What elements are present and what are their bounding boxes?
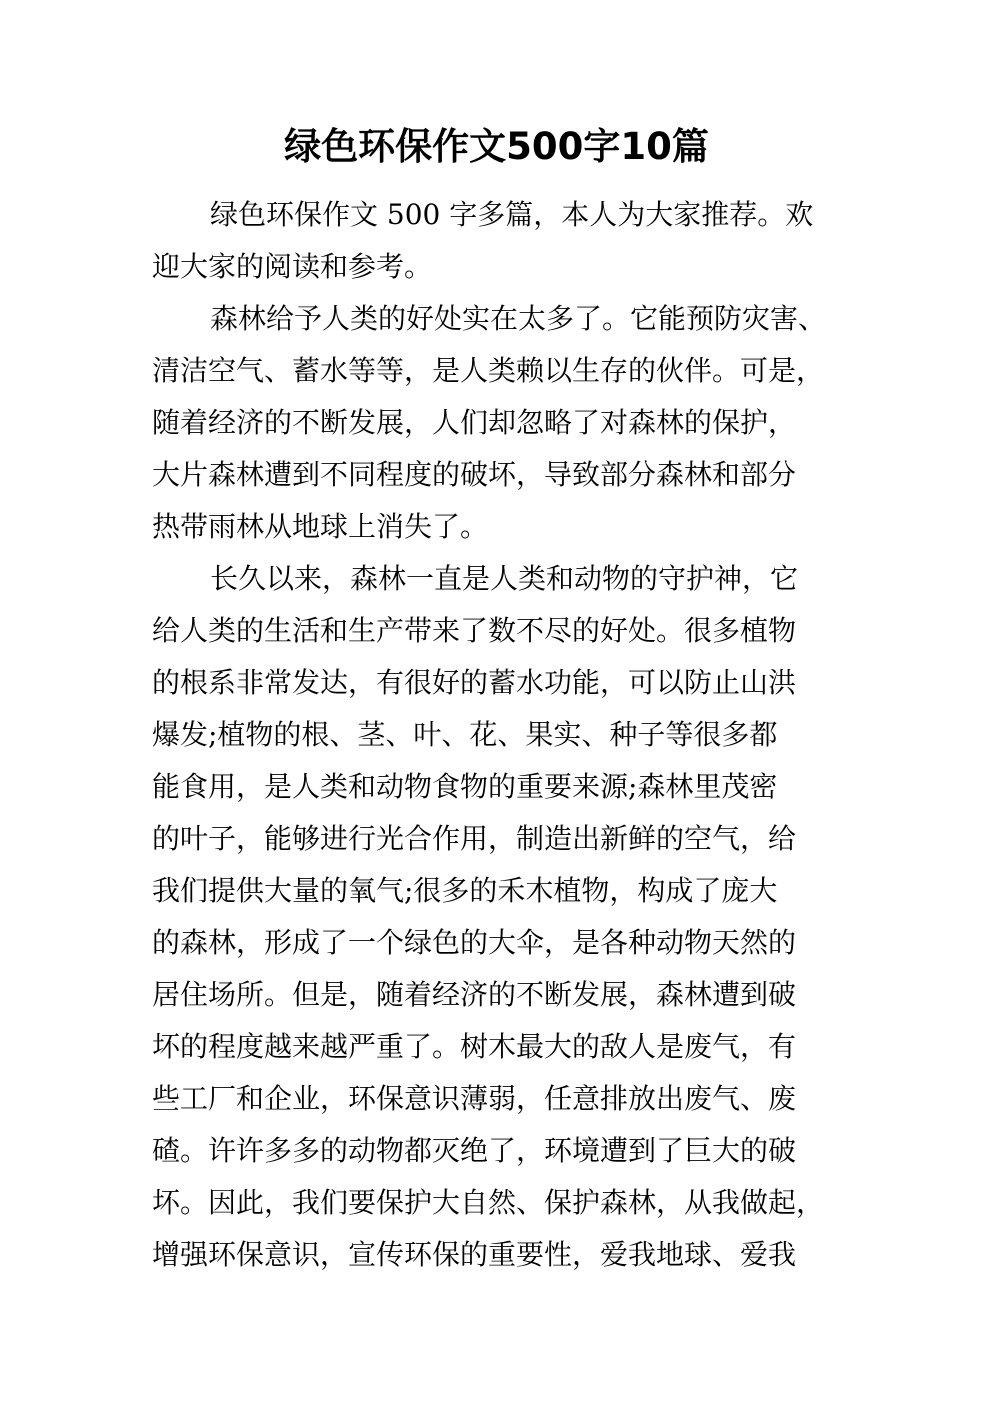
paragraph-forest-guardian-line-14: 增强环保意识，宣传环保的重要性，爱我地球、爱我	[152, 1238, 797, 1271]
paragraph-forest-guardian-line-11: 些工厂和企业，环保意识薄弱，任意排放出废气、废	[152, 1082, 797, 1115]
paragraph-forest-guardian-line-10: 坏的程度越来越严重了。树木最大的敌人是废气，有	[152, 1030, 797, 1063]
paragraph-forest-guardian-line-4: 爆发;植物的根、茎、叶、花、果实、种子等很多都	[152, 718, 778, 751]
paragraph-forest-benefits-line-3: 随着经济的不断发展，人们却忽略了对森林的保护，	[152, 406, 797, 439]
paragraph-forest-benefits-line-5: 热带雨林从地球上消失了。	[152, 510, 489, 543]
paragraph-forest-benefits-line-2: 清洁空气、蓄水等等，是人类赖以生存的伙伴。可是，	[152, 354, 825, 387]
paragraph-forest-guardian-line-2: 给人类的生活和生产带来了数不尽的好处。很多植物	[152, 614, 797, 647]
paragraph-forest-benefits-line-4: 大片森林遭到不同程度的破坏，导致部分森林和部分	[152, 458, 797, 491]
paragraph-forest-benefits-line-1: 森林给予人类的好处实在太多了。它能预防灾害、	[210, 302, 827, 335]
paragraph-forest-guardian-line-9: 居住场所。但是，随着经济的不断发展，森林遭到破	[152, 978, 797, 1011]
paragraph-forest-guardian-line-7: 我们提供大量的氧气;很多的禾木植物，构成了庞大	[152, 874, 778, 907]
paragraph-forest-guardian-line-6: 的叶子，能够进行光合作用，制造出新鲜的空气，给	[152, 822, 797, 855]
paragraph-forest-guardian-line-8: 的森林，形成了一个绿色的大伞，是各种动物天然的	[152, 926, 797, 959]
document-title: 绿色环保作文500字10篇	[284, 125, 709, 168]
paragraph-forest-guardian-line-5: 能食用，是人类和动物食物的重要来源;森林里茂密	[152, 770, 778, 803]
paragraph-intro-line-2: 迎大家的阅读和参考。	[152, 250, 433, 283]
paragraph-forest-guardian-line-13: 坏。因此，我们要保护大自然、保护森林，从我做起，	[152, 1186, 825, 1219]
paragraph-forest-guardian-line-12: 碴。许许多多的动物都灭绝了，环境遭到了巨大的破	[152, 1134, 797, 1167]
paragraph-intro-line-1: 绿色环保作文 500 字多篇，本人为大家推荐。欢	[210, 198, 814, 231]
paragraph-forest-guardian-line-3: 的根系非常发达，有很好的蓄水功能，可以防止山洪	[152, 666, 797, 699]
paragraph-forest-guardian-line-1: 长久以来，森林一直是人类和动物的守护神，它	[210, 562, 799, 595]
